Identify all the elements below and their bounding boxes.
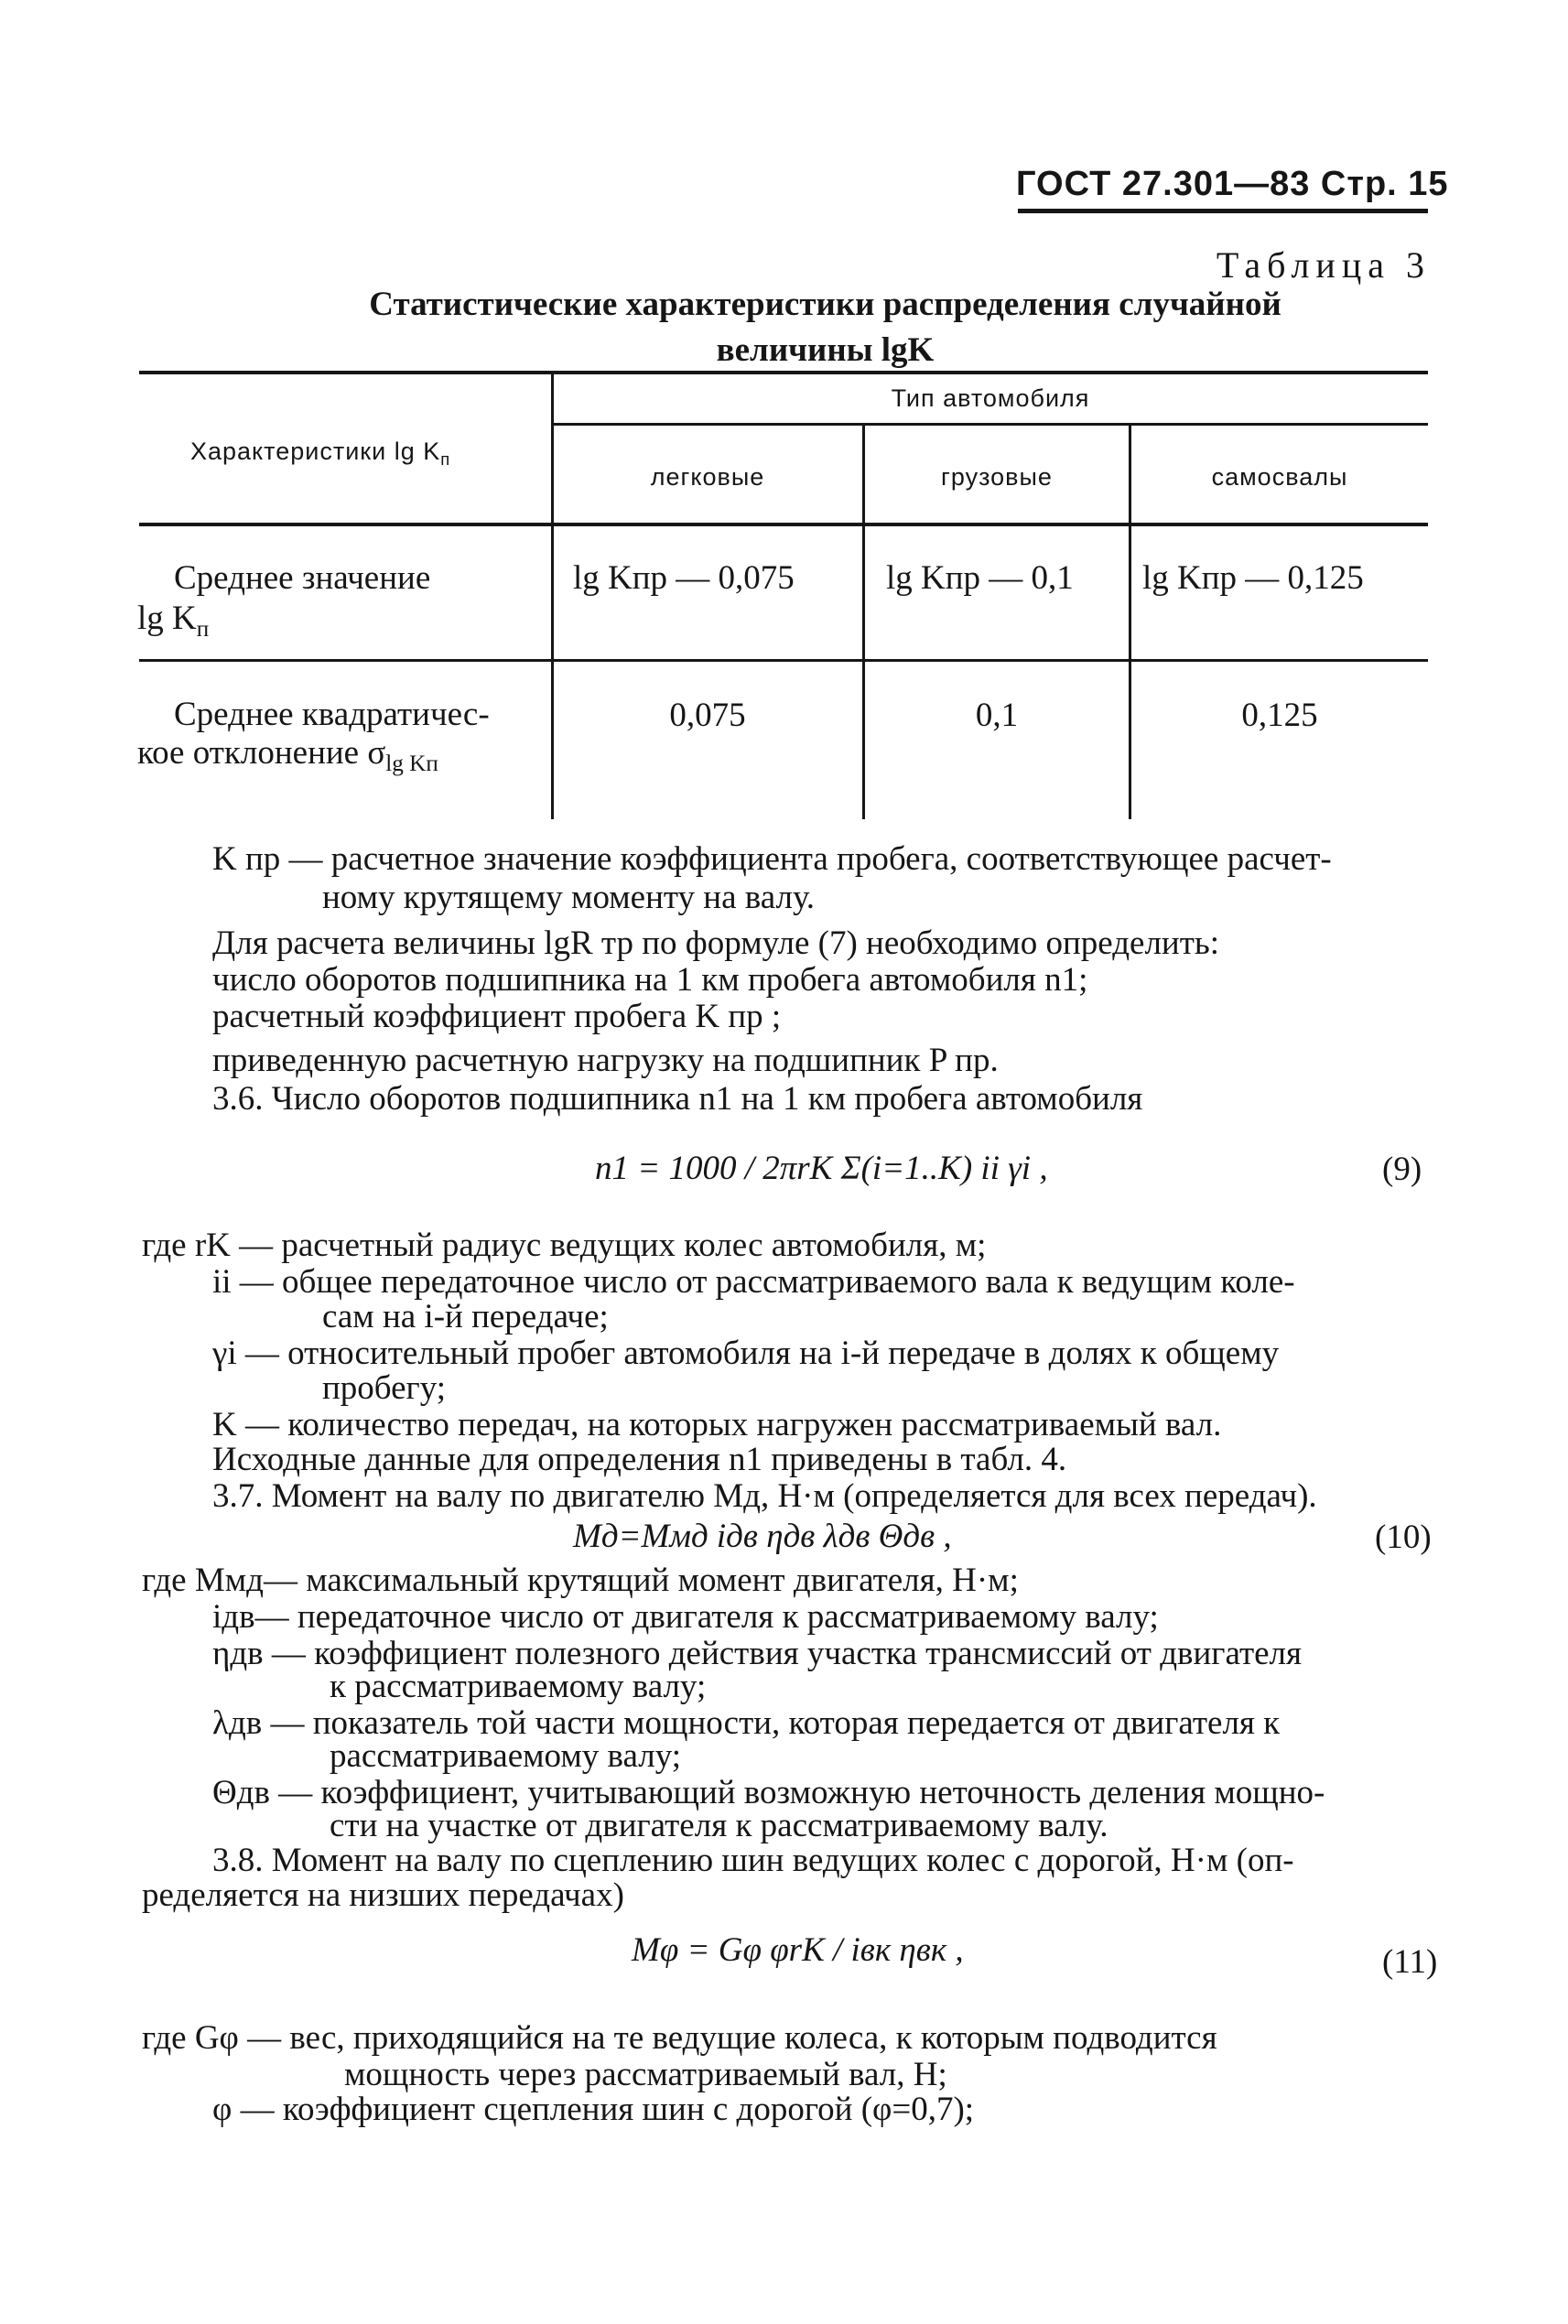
formula-9: n1 = 1000 / 2πrK Σ(i=1..K) ii γi ,	[595, 1150, 1048, 1187]
text-line: где Mмд— максимальный крутящий момент двигателя, Н·м;	[142, 1562, 1019, 1599]
formula-11: Mφ = Gφ φrK / iвк ηвк ,	[632, 1931, 964, 1969]
row1-label-line2-sub: п	[196, 617, 210, 643]
formula-10: Mд=Mмд iдв ηдв λдв Θдв ,	[573, 1518, 952, 1555]
text-line: γi — относительный пробег автомобиля на i-й передаче в долях к общему	[212, 1335, 1280, 1372]
formula-10-number: (10)	[1375, 1519, 1432, 1556]
header-rule	[1018, 209, 1428, 213]
text-line: к рассматриваемому валу;	[330, 1668, 707, 1705]
text-line: ределяется на низших передачах)	[142, 1876, 624, 1914]
text-line: сти на участке от двигателя к рассматриваемому валу.	[330, 1807, 1108, 1844]
formula-9-number: (9)	[1382, 1151, 1422, 1188]
text-line: Θдв — коэффициент, учитывающий возможную неточность деления мощно-	[212, 1774, 1325, 1811]
text-line: iдв— передаточное число от двигателя к рассматриваемому валу;	[212, 1598, 1159, 1636]
page-number: Стр. 15	[1320, 165, 1449, 203]
text-line: K — количество передач, на которых нагружен рассматриваемый вал.	[212, 1406, 1222, 1443]
text-line: ii — общее передаточное число от рассматриваемого вала к ведущим коле-	[212, 1263, 1295, 1301]
text-line: приведенную расчетную нагрузку на подшипник P пр.	[212, 1042, 999, 1079]
group-header-rule	[553, 423, 1428, 426]
row1-label-line2-text: lg K	[137, 600, 197, 637]
table-title-line1: Статистические характеристики распределения случайной	[369, 286, 1281, 323]
type-dumpers: самосвалы	[1211, 463, 1348, 491]
text-line: мощность через рассматриваемый вал, Н;	[344, 2056, 947, 2093]
gost-number: ГОСТ 27.301—83	[1016, 165, 1311, 203]
text-line: где rK — расчетный радиус ведущих колес автомобиля, м;	[142, 1227, 987, 1264]
row1-label	[137, 558, 431, 643]
table-top-rule	[139, 371, 1428, 374]
row1-label-line1: Среднее значение	[174, 559, 431, 597]
row2-label	[137, 696, 490, 777]
text-line: ному крутящему моменту на валу.	[322, 879, 816, 916]
col-header-characteristics	[190, 438, 451, 469]
text-line: K пр — расчетное значение коэффициента пробега, соответствующее расчет-	[212, 840, 1332, 878]
text-line: 3.7. Момент на валу по двигателю Mд, Н·м (определяется для всех передач).	[212, 1477, 1317, 1515]
text-line: Для расчета величины lgR тр по формуле (7) необходимо определить:	[212, 924, 1220, 962]
text-line: λдв — показатель той части мощности, которая передается от двигателя к	[212, 1704, 1281, 1742]
row1-label-line2	[137, 599, 430, 643]
text-line: 3.6. Число оборотов подшипника n1 на 1 км пробега автомобиля	[212, 1080, 1143, 1118]
text-line: где Gφ — вес, приходящийся на те ведущие колеса, к которым подводится	[142, 2019, 1217, 2057]
table-title	[0, 282, 1568, 373]
row2-label-line2	[137, 734, 490, 776]
text-line: φ — коэффициент сцепления шин с дорогой (φ=0,7);	[212, 2091, 975, 2128]
text-line: ηдв — коэффициент полезного действия участка трансмиссий от двигателя	[212, 1635, 1303, 1672]
text-line: сам на i-й передаче;	[322, 1298, 609, 1335]
type-cars: легковые	[650, 463, 765, 491]
row1-dumpers: lg Kпр — 0,125	[1142, 559, 1364, 597]
row1-trucks: lg Kпр — 0,1	[886, 559, 1074, 597]
row2-trucks: 0,1	[975, 697, 1019, 734]
row-divider	[139, 659, 1428, 662]
col-header-sub: п	[440, 449, 451, 469]
header-bottom-rule	[139, 523, 1428, 526]
row2-cars: 0,075	[669, 697, 746, 734]
row1-cars: lg Kпр — 0,075	[573, 559, 795, 597]
col-header-text: Характеристики lg K	[190, 438, 441, 465]
table-label: Таблица 3	[1216, 244, 1431, 286]
text-line: расчетный коэффициент пробега K пр ;	[212, 998, 782, 1035]
text-line: рассматриваемому валу;	[330, 1737, 682, 1775]
row2-dumpers: 0,125	[1241, 697, 1318, 734]
text-line: пробегу;	[322, 1369, 447, 1407]
formula-11-number: (11)	[1382, 1943, 1438, 1981]
table-title-line2: величины lgK	[716, 331, 935, 369]
row2-label-line2-sub: lg Kп	[385, 751, 438, 777]
text-line: число оборотов подшипника на 1 км пробега автомобиля n1;	[212, 961, 1088, 999]
col-divider-1	[551, 373, 554, 819]
type-trucks: грузовые	[941, 463, 1053, 491]
text-line: 3.8. Момент на валу по сцеплению шин ведущих колес с дорогой, Н·м (оп-	[212, 1842, 1294, 1879]
row2-label-line1: Среднее квадратичес-	[174, 696, 490, 733]
group-header: Тип автомобиля	[891, 384, 1090, 412]
page-header	[1016, 165, 1449, 204]
row2-label-line2-text: кое отклонение σ	[137, 734, 386, 772]
text-line: Исходные данные для определения n1 приведены в табл. 4.	[212, 1441, 1067, 1478]
